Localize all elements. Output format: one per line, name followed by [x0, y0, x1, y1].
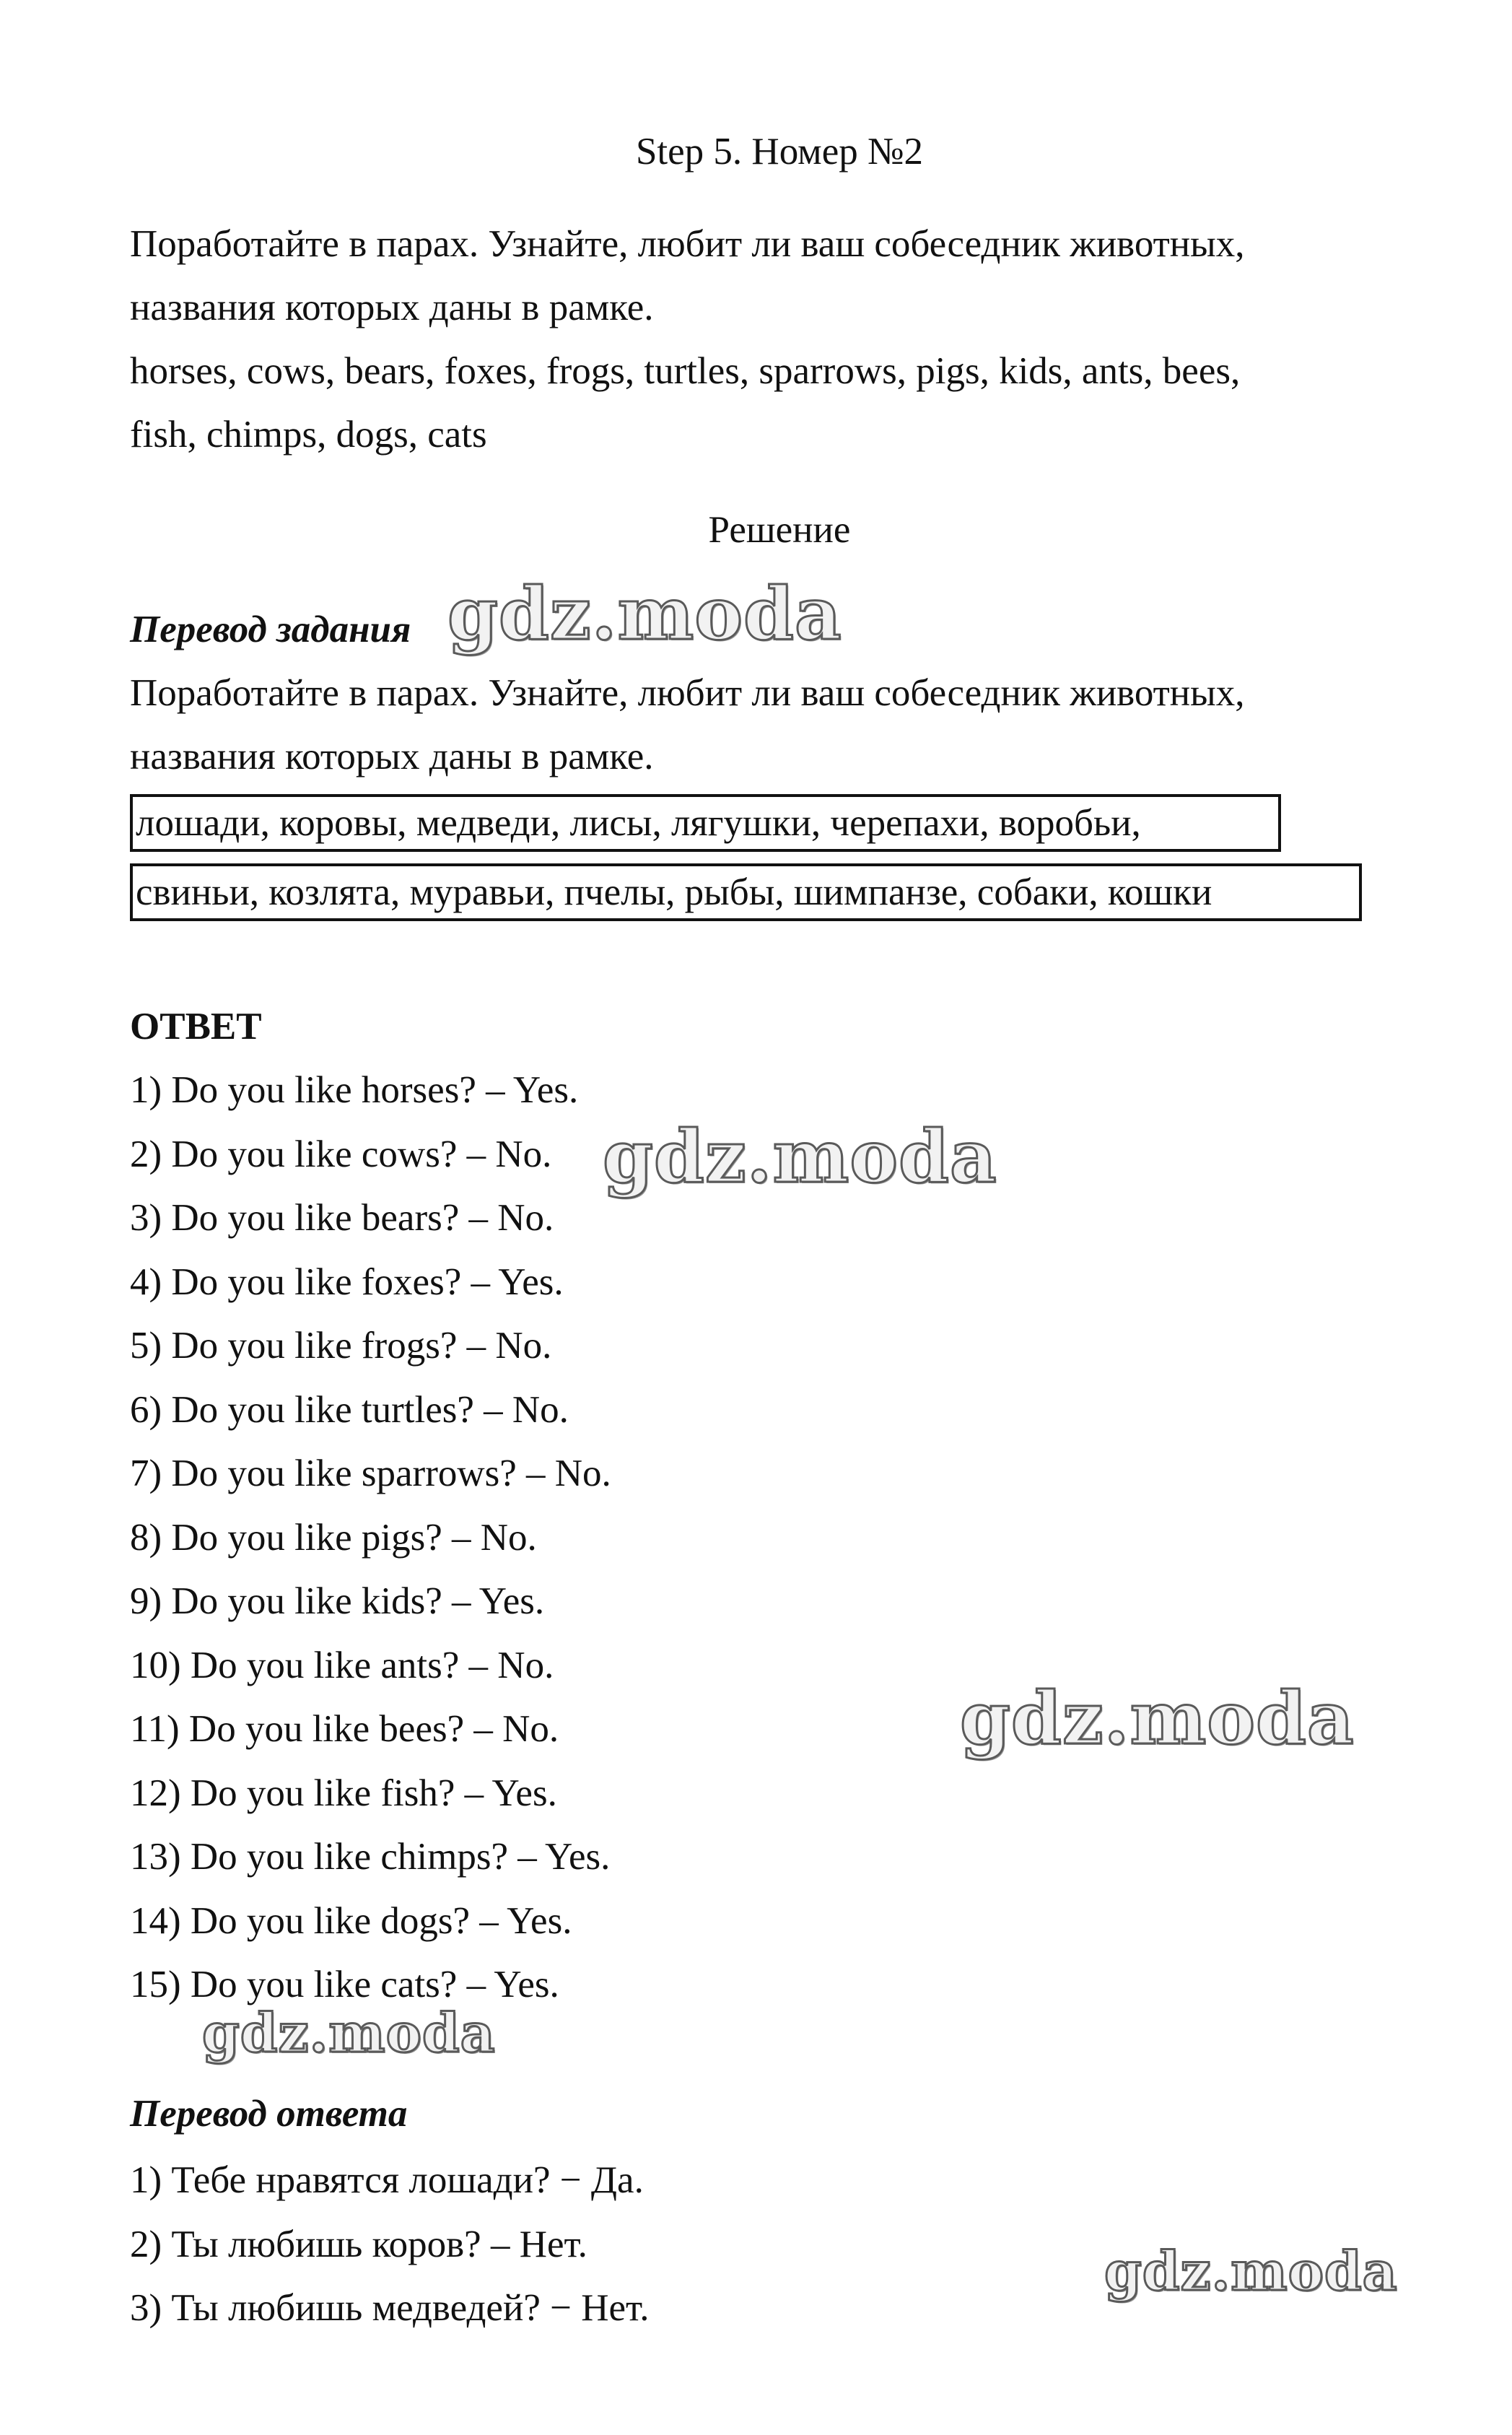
answer-item: 10) Do you like ants? – No.	[130, 1644, 554, 1686]
answer-translation-list	[130, 2148, 649, 2340]
task-word-list-line: horses, cows, bears, foxes, frogs, turtles, sparrows, pigs, kids, ants, bees,	[130, 350, 1241, 392]
answer-list	[130, 1058, 611, 2017]
answer-item: 3) Do you like bears? – No.	[130, 1197, 554, 1239]
watermark: gdz.moda	[1104, 2241, 1398, 2303]
task-word-list-line: fish, chimps, dogs, cats	[130, 414, 487, 456]
answer-heading: ОТВЕТ	[130, 1006, 262, 1047]
translation-item: 2) Ты любишь коров? – Нет.	[130, 2223, 587, 2265]
answer-item: 2) Do you like cows? – No.	[130, 1133, 552, 1175]
answer-item: 12) Do you like fish? – Yes.	[130, 1772, 557, 1814]
answer-item: 1) Do you like horses? – Yes.	[130, 1069, 579, 1111]
watermark: gdz.moda	[202, 2003, 496, 2065]
translation-heading: Перевод задания	[130, 609, 411, 650]
watermark: gdz.moda	[603, 1114, 997, 1199]
translation-item: 1) Тебе нравятся лошади? − Да.	[130, 2159, 644, 2201]
task-text-line: Поработайте в парах. Узнайте, любит ли ваш собеседник животных,	[130, 223, 1245, 265]
answer-item: 7) Do you like sparrows? – No.	[130, 1452, 611, 1494]
answer-item: 13) Do you like chimps? – Yes.	[130, 1836, 611, 1878]
page-title: Step 5. Номер №2	[635, 131, 924, 173]
answer-item: 8) Do you like pigs? – No.	[130, 1516, 537, 1559]
translation-text-line: названия которых даны в рамке.	[130, 736, 654, 777]
translation-item: 3) Ты любишь медведей? − Нет.	[130, 2287, 650, 2329]
solution-heading: Решение	[708, 509, 851, 551]
word-box-line: лошади, коровы, медведи, лисы, лягушки, черепахи, воробьи,	[130, 794, 1281, 852]
answer-item: 15) Do you like cats? – Yes.	[130, 1964, 559, 2005]
answer-translation-heading: Перевод ответа	[130, 2093, 408, 2135]
answer-item: 14) Do you like dogs? – Yes.	[130, 1899, 572, 1942]
answer-item: 5) Do you like frogs? – No.	[130, 1325, 552, 1367]
task-text-line: названия которых даны в рамке.	[130, 287, 654, 328]
answer-item: 9) Do you like kids? – Yes.	[130, 1580, 545, 1622]
translation-text-line: Поработайте в парах. Узнайте, любит ли ваш собеседник животных,	[130, 672, 1245, 714]
answer-item: 4) Do you like foxes? – Yes.	[130, 1260, 564, 1303]
answer-item: 11) Do you like bees? – No.	[130, 1708, 559, 1750]
word-box-line: свиньи, козлята, муравьи, пчелы, рыбы, шимпанзе, собаки, кошки	[130, 863, 1362, 921]
watermark: gdz.moda	[447, 571, 842, 656]
answer-item: 6) Do you like turtles? – No.	[130, 1388, 569, 1431]
watermark: gdz.moda	[960, 1676, 1355, 1761]
